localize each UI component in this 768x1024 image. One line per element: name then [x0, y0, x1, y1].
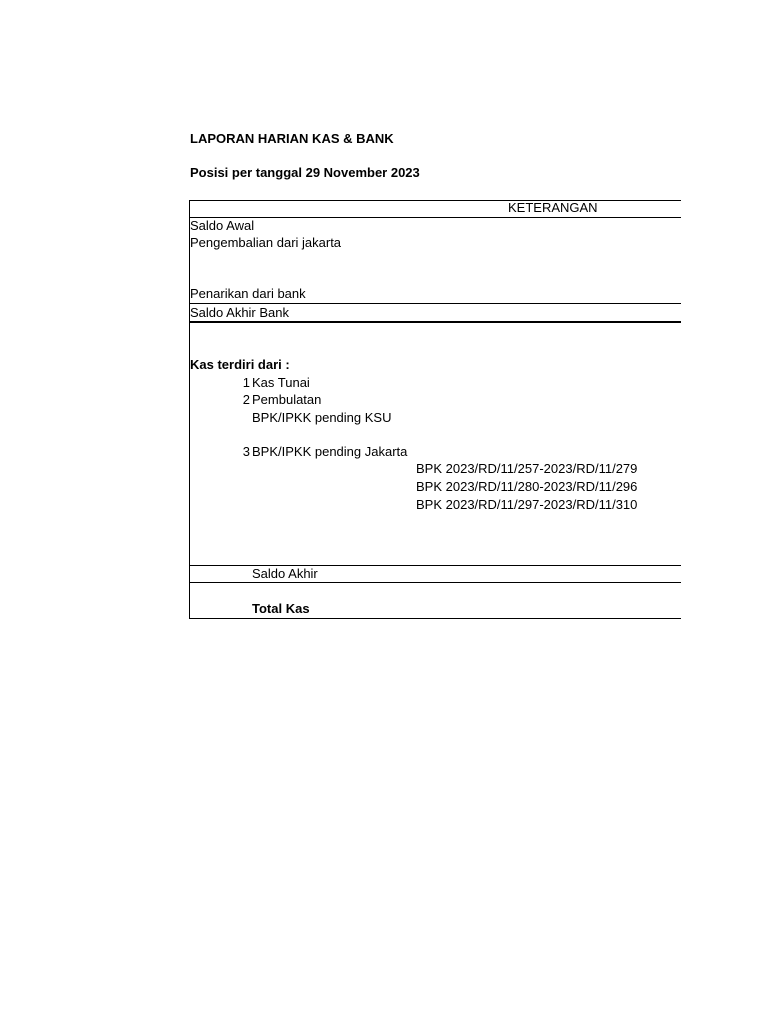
kas-item-num: 1: [242, 375, 250, 390]
table-bottom-border: [189, 618, 681, 619]
header-bottom-border: [189, 217, 681, 218]
row-pengembalian: Pengembalian dari jakarta: [190, 235, 342, 250]
kas-item-label: Kas Tunai: [252, 375, 310, 390]
kas-heading: Kas terdiri dari :: [190, 357, 290, 372]
row-saldo-akhir: Saldo Akhir: [252, 566, 318, 581]
table-left-border: [189, 200, 190, 619]
separator-saldo-akhir-bank-top: [189, 303, 681, 304]
report-title: LAPORAN HARIAN KAS & BANK: [190, 131, 394, 146]
row-saldo-awal: Saldo Awal: [190, 218, 255, 233]
report-subtitle: Posisi per tanggal 29 November 2023: [190, 165, 420, 180]
row-penarikan: Penarikan dari bank: [190, 286, 306, 301]
separator-saldo-akhir-bank-bottom: [189, 321, 681, 323]
row-total-kas: Total Kas: [252, 601, 310, 616]
kas-item-num: 2: [242, 392, 250, 407]
kas-item-num: 3: [242, 444, 250, 459]
kas-item-label: Pembulatan: [252, 392, 322, 407]
separator-saldo-akhir-bottom: [189, 582, 681, 583]
kas-item-label: BPK/IPKK pending Jakarta: [252, 444, 408, 459]
bpk-ref: BPK 2023/RD/11/280-2023/RD/11/296: [416, 479, 638, 494]
bpk-ref: BPK 2023/RD/11/297-2023/RD/11/310: [416, 497, 638, 512]
kas-item-label: BPK/IPKK pending KSU: [252, 410, 392, 425]
bpk-ref: BPK 2023/RD/11/257-2023/RD/11/279: [416, 461, 638, 476]
table-top-border: [189, 200, 681, 201]
table-header-keterangan: KETERANGAN: [508, 200, 598, 215]
row-saldo-akhir-bank: Saldo Akhir Bank: [190, 305, 290, 320]
